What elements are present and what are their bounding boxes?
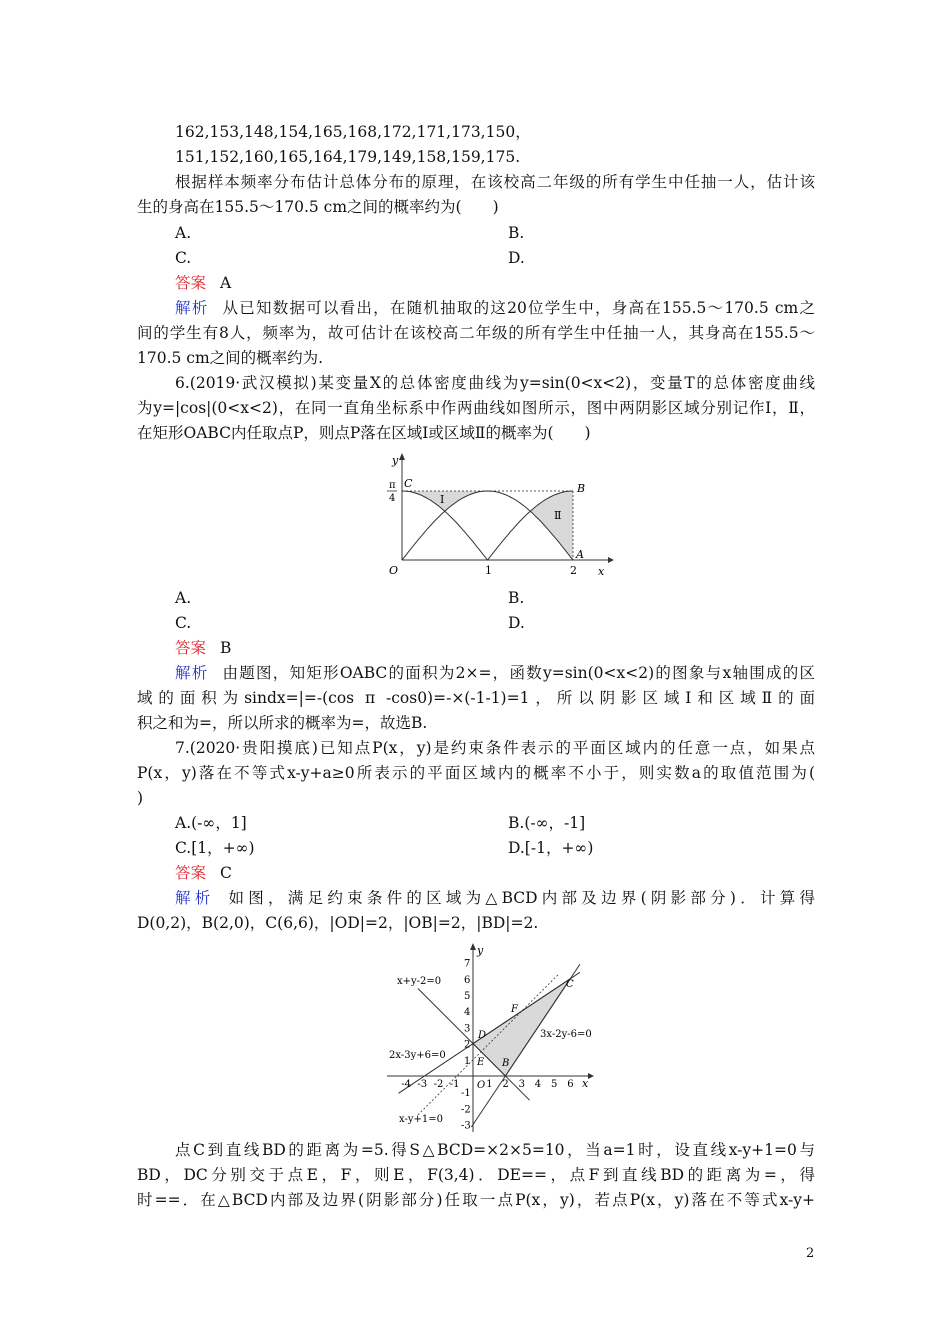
answer-label: 答案 — [175, 639, 207, 657]
y-tick-label: -3 — [461, 1120, 471, 1132]
answer-line — [175, 636, 815, 660]
point-B: B — [577, 482, 586, 495]
answer-value: C — [220, 864, 232, 882]
option-c: C. — [175, 614, 192, 632]
line3-label: 3x-2y-6=0 — [540, 1029, 592, 1040]
x-tick-label: 2 — [502, 1079, 509, 1090]
analysis-text: 从已知数据可以看出，在随机抽取的这20位学生中，身高在155.5～170.5 cm之 — [222, 299, 815, 317]
question-text: 为y=|cos|(0<x<2)，在同一直角坐标系中作两曲线如图所示，图中两阴影区域分别记作Ⅰ，Ⅱ， — [137, 399, 815, 417]
option-b: B. — [508, 224, 525, 242]
x-tick-2: 2 — [570, 564, 577, 577]
point-D: D — [478, 1030, 487, 1041]
answer-line — [175, 861, 815, 885]
y-axis-arrow — [470, 943, 476, 950]
option-b: B. — [508, 589, 525, 607]
x-tick-label: 1 — [486, 1079, 493, 1090]
x-tick-label: -4 — [401, 1079, 411, 1090]
y-tick-label: 2 — [464, 1039, 471, 1051]
pi-label: π — [389, 480, 396, 491]
x-tick-label: 3 — [518, 1079, 525, 1090]
y-tick-label: 4 — [464, 1007, 471, 1019]
analysis-text: 域的面积为sindx=|=-(cos π -cos0)=-×(-1-1)=1，所以阴影区域Ⅰ和区域Ⅱ的面 — [137, 689, 815, 707]
option-b: B.(-∞，-1] — [508, 814, 586, 832]
y-tick-label: 1 — [464, 1055, 471, 1067]
data-line: 151,152,160,165,164,179,149,158,159,175. — [175, 148, 521, 166]
point-A: A — [576, 548, 584, 561]
y-tick-label: 6 — [464, 974, 471, 986]
analysis-text: 由题图，知矩形OABC的面积为2×=，函数y=sin(0<x<2)的图象与x轴围成的区 — [222, 664, 815, 682]
y-tick-label: 3 — [464, 1023, 471, 1035]
question-text: 7.(2020·贵阳摸底)已知点P(x，y)是约束条件表示的平面区域内的任意一点，如果点 — [175, 739, 815, 757]
four-label: 4 — [389, 493, 396, 504]
line2-label: 2x-3y+6=0 — [389, 1050, 446, 1061]
analysis-label: 解析 — [175, 889, 215, 907]
line4-label: x-y+1=0 — [399, 1114, 443, 1125]
analysis-line — [175, 296, 815, 320]
question-text: 在矩形OABC内任取点P，则点P落在区域Ⅰ或区域Ⅱ的概率为( ) — [137, 424, 591, 442]
answer-label: 答案 — [175, 274, 207, 292]
page-number: 2 — [806, 1246, 815, 1261]
shaded-region-1 — [402, 491, 488, 511]
y-axis-arrow — [399, 453, 405, 460]
y-label: y — [392, 454, 399, 467]
point-E: E — [477, 1057, 485, 1068]
analysis-text: 时==．在△BCD内部及边界(阴影部分)任取一点P(x，y)，若点P(x，y)落在不等式x-y+ — [137, 1191, 815, 1209]
line1-label: x+y-2=0 — [397, 976, 442, 987]
origin-label: O — [389, 564, 399, 577]
analysis-text: 如图，满足约束条件的区域为△BCD内部及边界(阴影部分)．计算得 — [228, 889, 815, 907]
x-label: x — [582, 1077, 589, 1090]
y-tick-label: 5 — [464, 991, 471, 1002]
point-C: C — [566, 979, 574, 990]
analysis-line — [175, 886, 815, 910]
option-a: A. — [175, 589, 192, 607]
x-tick-label: 4 — [534, 1079, 542, 1090]
option-c: C.[1，+∞) — [175, 839, 255, 857]
analysis-line — [175, 661, 815, 685]
question-text: P(x，y)落在不等式x-y+a≥0所表示的平面区域内的概率不小于，则实数a的取值范围为( — [137, 764, 815, 782]
answer-value: B — [220, 639, 232, 657]
option-a: A.(-∞，1] — [175, 814, 247, 832]
question-text: 根据样本频率分布估计总体分布的原理，在该校高二年级的所有学生中任抽一人，估计该 — [175, 173, 815, 191]
x-tick-label: -3 — [417, 1079, 428, 1090]
x-tick-label: 5 — [551, 1079, 558, 1090]
question-text: ) — [137, 789, 144, 807]
analysis-text: 点C到直线BD的距离为=5.得S△BCD=×2×5=10，当a=1时，设直线x-y+1=0与 — [175, 1141, 815, 1159]
analysis-label: 解析 — [175, 299, 209, 317]
y-tick-label: 7 — [464, 958, 471, 970]
x-tick-label: 6 — [567, 1079, 574, 1090]
density-curves-figure — [380, 450, 615, 580]
point-C: C — [404, 477, 413, 490]
data-line: 162,153,148,154,165,168,172,171,173,150， — [175, 123, 531, 141]
option-d: D. — [508, 614, 525, 632]
feasible-region-figure — [385, 940, 600, 1135]
region-1-label: Ⅰ — [440, 493, 445, 506]
shaded-triangle-BCD — [473, 979, 570, 1076]
option-a: A. — [175, 224, 192, 242]
x-axis-arrow — [608, 557, 614, 563]
option-d: D. — [508, 249, 525, 267]
answer-line — [175, 271, 815, 295]
x-tick-label: -1 — [449, 1079, 460, 1090]
shaded-region-2 — [530, 491, 573, 560]
question-text: 生的身高在155.5～170.5 cm之间的概率约为( ) — [137, 198, 499, 216]
point-B: B — [502, 1058, 510, 1069]
analysis-text: 间的学生有8人，频率为，故可估计在该校高二年级的所有学生中任抽一人，其身高在155.5～ — [137, 324, 815, 342]
analysis-label: 解析 — [175, 664, 209, 682]
x-label: x — [598, 565, 605, 578]
answer-label: 答案 — [175, 864, 207, 882]
x-tick-1: 1 — [485, 564, 492, 577]
analysis-text: BD，DC分别交于点E，F，则E，F(3,4)．DE==，点F到直线BD的距离为=，得 — [137, 1166, 815, 1184]
question-text: 6.(2019·武汉模拟)某变量X的总体密度曲线为y=sin(0<x<2)，变量T的总体密度曲线 — [175, 374, 815, 392]
y-tick-label: -1 — [461, 1088, 471, 1100]
region-2-label: Ⅱ — [554, 509, 562, 522]
point-F: F — [511, 1004, 518, 1015]
x-tick-label: -2 — [433, 1079, 444, 1090]
analysis-text: D(0,2)，B(2,0)，C(6,6)，|OD|=2，|OB|=2，|BD|=2. — [137, 914, 539, 932]
origin-label: O — [477, 1080, 486, 1091]
option-d: D.[-1，+∞) — [508, 839, 594, 857]
x-axis-arrow — [588, 1073, 594, 1079]
y-label: y — [477, 944, 484, 957]
option-c: C. — [175, 249, 192, 267]
y-tick-label: -2 — [461, 1104, 471, 1116]
analysis-text: 170.5 cm之间的概率约为. — [137, 349, 324, 367]
analysis-text: 积之和为=，所以所求的概率为=，故选B. — [137, 714, 428, 732]
answer-value: A — [220, 274, 232, 292]
